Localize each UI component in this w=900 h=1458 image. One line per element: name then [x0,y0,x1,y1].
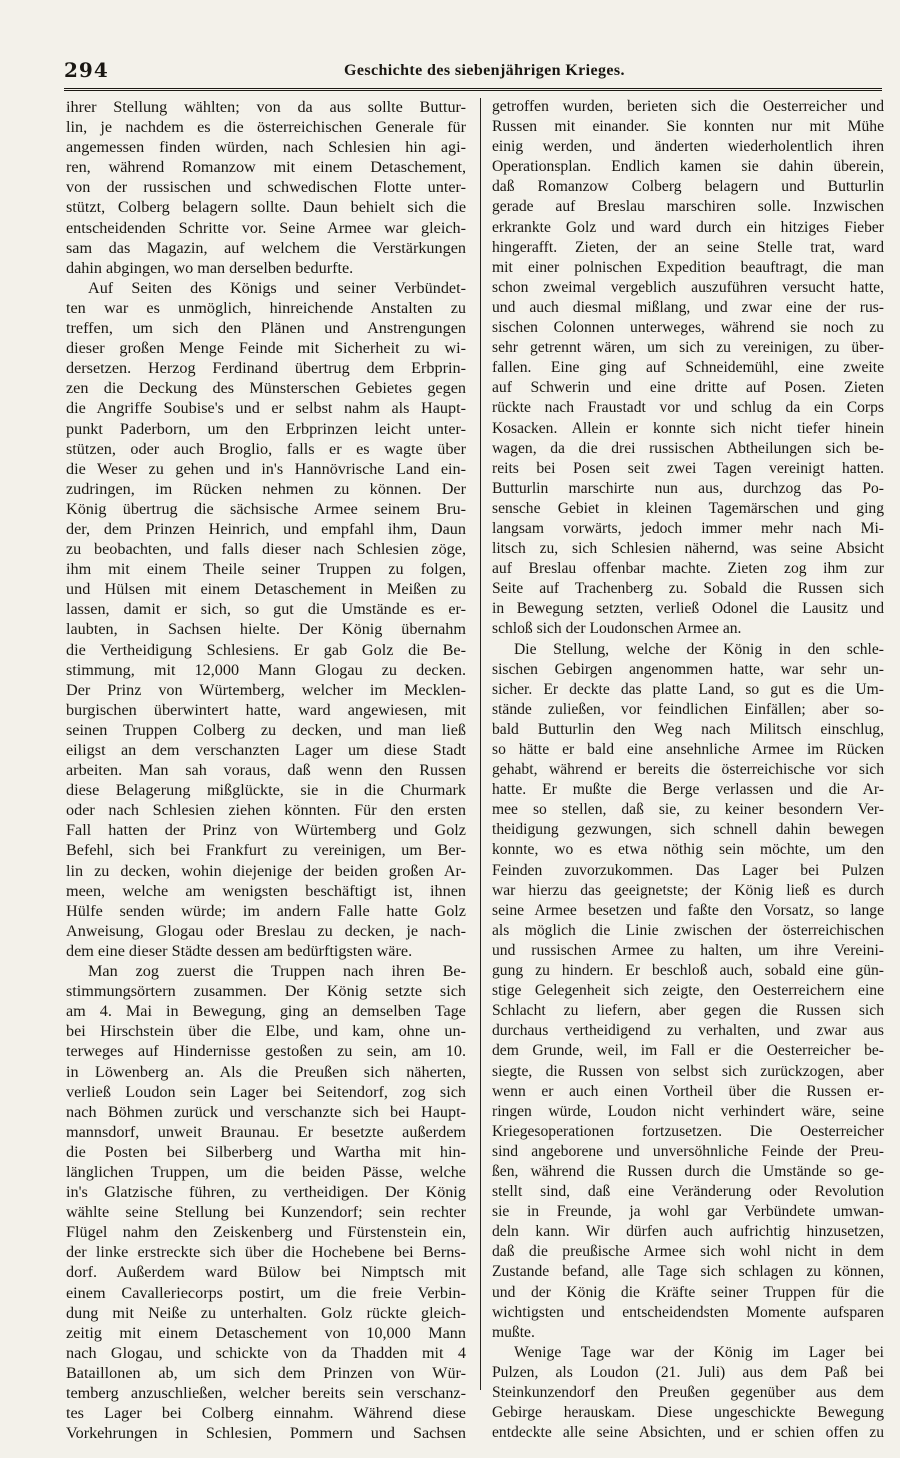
text-line: tes Lager bei Colberg einnahm. Während diese [66,1404,466,1423]
text-line: siegte, die Russen von selbst sich zurückzogen, aber [492,1062,884,1080]
text-line: Schlacht zu liefern, aber gegen die Russen sich [492,1002,884,1020]
text-line: Anweisung, Glogau oder Breslau zu decken, je nach- [66,921,466,940]
text-line: von der russischen und schwedischen Flotte unter- [66,178,466,197]
text-line: entscheidenden Schritte vor. Seine Armee war gleich- [66,218,466,237]
text-line: entdeckte alle seine Absichten, und er schien offen zu [492,1424,884,1442]
text-line: Butturlin marschirte nun aus, durchzog das Po- [492,479,884,497]
text-line: Der Prinz von Würtemberg, welcher im Mecklen- [66,680,466,699]
text-line: gehabt, während er bereits die österreichische vor sich [492,761,884,779]
text-line: Man zog zuerst die Truppen nach ihren Be- [88,962,466,981]
text-line: lassen, damit er sich, so gut die Umstände es er- [66,600,466,619]
text-line: so hätte er bald eine ansehnliche Armee im Rücken [492,741,884,758]
text-line: mannsdorf, unweit Braunau. Er besetzte außerdem [66,1122,466,1141]
column-divider [480,98,481,1390]
text-line: und der König die Kräfte seiner Truppen für die [492,1283,884,1301]
text-line: durchaus vertheidigend zu verhalten, und zwar aus [492,1022,884,1040]
text-line: Flügel nahm den Zeiskenberg und Fürstenstein ein, [66,1223,466,1242]
text-line: eiligst an dem verschanzten Lager um diese Stadt [66,741,466,759]
text-line: ren, während Romanzow mit einem Detaschement, [66,158,466,177]
text-line: Hülfe senden würde; im andern Falle hatte Golz [66,901,466,920]
text-line: Russen mit einander. Sie konnten nur mit Mühe [492,118,884,136]
text-line: wagen, da die drei russischen Abtheilungen sich be- [492,439,884,457]
text-line: war hierzu das geeignetste; der König ließ es durch [492,881,884,899]
text-line: konnte, wo es etwa nöthig sein möchte, um den [492,841,884,859]
text-line: theidigung gezwungen, sich schnell dahin bewegen [492,821,884,839]
text-line: Feinden zuvorzukommen. Das Lager bei Pulzen [492,861,884,879]
text-line: punkt Paderborn, um den Erbprinzen leicht unter- [66,419,466,438]
text-line: ihrer Stellung wählten; von da aus sollte Buttur- [66,98,466,116]
text-line: Kosacken. Allein er konnte sich nicht tiefer hinein [492,419,884,437]
text-line: nach Böhmen zurück und verschanzte sich bei Haupt- [66,1102,466,1121]
text-line: bei Hirschstein über die Elbe, und kam, ohne un- [66,1022,466,1041]
text-line: länglichen Truppen, um die beiden Pässe, welche [66,1162,466,1181]
text-line: mußte. [492,1323,535,1341]
text-line: am 4. Mai in Bewegung, ging an demselben Tage [66,1002,466,1021]
text-line: Steinkunzendorf den Preußen gegenüber aus dem [492,1384,884,1401]
text-line: ten war es unmöglich, hinreichende Anstalten zu [66,298,466,317]
text-line: bald Butturlin den Weg nach Militsch einschlug, [492,720,884,738]
text-line: rückte nach Fraustadt vor und schlug da ein Corps [492,399,884,417]
text-line: terweges auf Hindernisse gestoßen zu sein, am 10. [66,1042,466,1061]
text-line: dahin abgingen, wo man derselben bedurfte. [66,258,354,277]
text-line: Gebirge herauskam. Diese ungeschickte Bewegung [492,1404,884,1422]
text-line: arbeiten. Man sah voraus, daß wenn den Russen [66,761,466,780]
text-line: in Bewegung setzten, verließ Odonel die Lausitz und [492,600,884,618]
text-line: die Posten bei Silberberg und Wartha mit hin- [66,1142,466,1161]
text-line: wählte seine Stellung bei Kunzendorf; sein rechter [66,1203,466,1222]
text-line: dem Grunde, weil, im Fall er die Oesterreicher be- [492,1042,884,1060]
text-line: fallen. Eine ging auf Schneidemühl, eine zweite [492,359,884,377]
text-line: und Hülsen mit einem Detaschement in Meißen zu [66,580,466,599]
page-header [64,58,880,90]
text-line: mee so stellen, daß sie, zu keiner besondern Ver- [492,801,884,819]
text-line: stände zuließen, vor feindlichen Einfällen; aber so- [492,700,884,718]
text-line: langsam vorwärts, jedoch immer mehr nach Mi- [492,519,884,537]
text-line: dorf. Außerdem ward Bülow bei Nimptsch mit [66,1263,466,1282]
text-line: Befehl, sich bei Frankfurt zu vereinigen, um Ber- [66,841,466,860]
text-line: wichtigsten und entscheidendsten Momente aufsparen [492,1303,884,1321]
text-line: daß die preußische Armee sich wohl nicht in dem [492,1243,884,1261]
text-line: seinen Truppen Colberg zu decken, und man ließ [66,720,466,739]
text-line: Bataillonen ab, um sich dem Prinzen von Wür- [66,1363,466,1382]
text-line: verließ Loudon sein Lager bei Seitendorf, zog sich [66,1082,466,1101]
text-line: zu beobachten, und falls dieser nach Schlesien zöge, [66,540,466,559]
text-line: ßen, während die Russen durch die Umstände so ge- [492,1162,884,1180]
text-line: in's Glatzische führen, zu vertheidigen. Der König [66,1183,466,1202]
text-line: nach Glogau, und schickte von da Thadden mit 4 [66,1343,466,1362]
text-line: deln kann. Wir dürfen auch aufrichtig hinzusetzen, [492,1223,884,1241]
text-line: schloß sich der Loudonschen Armee an. [492,620,742,638]
text-line: auf Breslau offenbar machte. Zieten zog ihm zur [492,560,884,578]
text-line: dung mit Neiße zu unterhalten. Golz rückte gleich- [66,1303,466,1322]
right-text-column [492,97,884,1443]
text-line: gerade auf Breslau marschiren solle. Inzwischen [492,198,884,216]
text-line: sam das Magazin, auf welchem die Verstärkungen [66,238,466,257]
text-line: als möglich die Linie zwischen der österreichischen [492,921,884,939]
text-line: angemessen finden würden, nach Schlesien hin agi- [66,138,466,157]
text-line: erkrankte Golz und ward durch ein hitziges Fieber [492,218,884,236]
text-line: hingerafft. Zieten, der an seine Stelle trat, ward [492,238,884,256]
text-line: stellt sind, daß eine Veränderung oder Revolution [492,1183,884,1201]
text-line: lin zu decken, wohin diejenige der beiden großen Ar- [66,861,466,880]
text-line: dem eine dieser Städte dessen am bedürftigsten wäre. [66,941,413,960]
text-line: einem Cavalleriecorps postirt, um die freie Verbin- [66,1283,466,1302]
text-line: zudringen, im Rücken nehmen zu können. Der [66,479,466,498]
text-line: Seite auf Trachenberg zu. Sobald die Russen sich [492,580,884,598]
text-line: ringen würde, Loudon nicht verhindert wäre, seine [492,1102,884,1120]
text-line: reits bei Posen seit zwei Tagen vereinigt hatten. [492,459,884,477]
text-line: auf Schwerin und eine dritte auf Posen. Zieten [492,379,884,397]
text-line: stützen, oder auch Broglio, falls er es wagte über [66,439,466,458]
left-text-column [66,97,466,1443]
text-line: treffen, um sich den Plänen und Anstrengungen [66,319,466,338]
page-number: 294 [64,58,109,82]
text-line: die Angriffe Soubise's und er selbst nahm als Haupt- [66,399,466,418]
text-line: König übertrug die sächsische Armee seinem Bru- [66,499,466,518]
text-line: Kriegesoperationen fortzusetzen. Die Oesterreicher [492,1122,884,1140]
text-line: und russischen Armee zu halten, um ihre Vereini- [492,941,884,959]
text-line: in Löwenberg an. Als die Preußen sich näherten, [66,1062,466,1081]
text-line: die Vertheidigung Schlesiens. Er gab Golz die Be- [66,640,466,659]
text-line: schon zweimal vergeblich auszuführen versucht hatte, [492,278,884,296]
text-line: Vorkehrungen in Schlesien, Pommern und Sachsen [66,1424,466,1443]
text-line: stimmung, mit 12,000 Mann Glogau zu decken. [66,660,466,679]
text-line: laubten, in Sachsen hielte. Der König übernahm [66,620,466,639]
text-line: temberg anzuschließen, welcher bereits sein verschanz- [66,1384,466,1402]
text-line: Wenige Tage war der König im Lager bei [514,1343,884,1361]
text-line: sehr getrennt wären, um sich zu vereinigen, zu über- [492,339,884,357]
running-title: Geschichte des siebenjährigen Krieges. [344,62,625,79]
text-line: hatte. Er mußte die Berge verlassen und die Ar- [492,781,884,799]
text-line: meen, welche am wenigsten beschäftigt ist, ihnen [66,881,466,900]
text-line: einig werden, und änderten wiederholentlich ihren [492,138,884,156]
text-line: burgischen überwintert hatte, ward angewiesen, mit [66,700,466,719]
text-line: gung zu hindern. Er beschloß auch, sobald eine gün- [492,962,884,980]
text-line: diese Belagerung mißglückte, sie in die Churmark [66,781,466,800]
text-line: sischen Colonnen unterweges, während sie noch zu [492,319,884,337]
text-line: der, dem Prinzen Heinrich, und empfahl ihm, Daun [66,519,466,538]
text-line: Operationsplan. Endlich kamen sie dahin überein, [492,158,884,176]
text-line: Zustande befand, alle Tage sich schlagen zu können, [492,1263,884,1281]
text-line: ihm mit einem Theile seiner Truppen zu folgen, [66,560,466,579]
text-line: seine Armee besetzen und faßte den Vorsatz, so lange [492,901,884,919]
text-line: stimmungsörtern zusammen. Der König setzte sich [66,982,466,1001]
text-line: dieser großen Menge Feinde mit Sicherheit zu wi- [66,339,466,358]
text-line: sensche Gebiet in kleinen Tagemärschen und ging [492,499,884,517]
text-line: sie in Freunde, ja wohl gar Verbündete umwan- [492,1203,884,1221]
text-line: stützt, Colberg belagern sollte. Daun behielt sich die [66,198,466,217]
text-line: lin, je nachdem es die österreichischen Generale für [66,118,466,137]
text-line: oder nach Schlesien ziehen könnten. Für den ersten [66,801,466,820]
text-line: getroffen wurden, berieten sich die Oesterreicher und [492,98,884,115]
text-line: der linke erstreckte sich über die Hochebene bei Berns- [66,1243,466,1262]
text-line: zeitig mit einem Detaschement von 10,000 Mann [66,1323,466,1342]
text-line: litsch zu, sich Schlesien nähernd, was seine Absicht [492,540,884,558]
text-line: stige Gelegenheit sich zeigte, den Oesterreichern eine [492,982,884,1000]
text-line: Auf Seiten des Königs und seiner Verbündet- [88,278,466,297]
text-line: wenn er auch einen Vortheil über die Russen er- [492,1082,884,1100]
text-line: sicher. Er deckte das platte Land, so gut es die Um- [492,680,884,698]
text-line: mit einer polnischen Expedition beauftragt, die man [492,258,884,276]
text-line: sischen Gebirgen angenommen hatte, war sehr un- [492,660,884,678]
text-line: sind angeborene und unversöhnliche Feinde der Preu- [492,1142,884,1160]
text-line: zen die Deckung des Münsterschen Gebietes gegen [66,379,466,398]
text-line: Fall hatten der Prinz von Würtemberg und Golz [66,821,466,840]
text-line: und auch diesmal mißlang, und zwar eine der rus- [492,298,884,316]
text-line: daß Romanzow Colberg belagern und Butturlin [492,178,884,196]
text-line: Die Stellung, welche der König in den schle- [514,640,884,658]
text-line: dersetzen. Herzog Ferdinand übertrug dem Erbprin- [66,359,466,378]
header-rule [64,88,882,91]
text-line: Pulzen, als Loudon (21. Juli) aus dem Paß bei [492,1363,884,1381]
text-line: die Weser zu gehen und in's Hannövrische Land ein- [66,459,466,478]
